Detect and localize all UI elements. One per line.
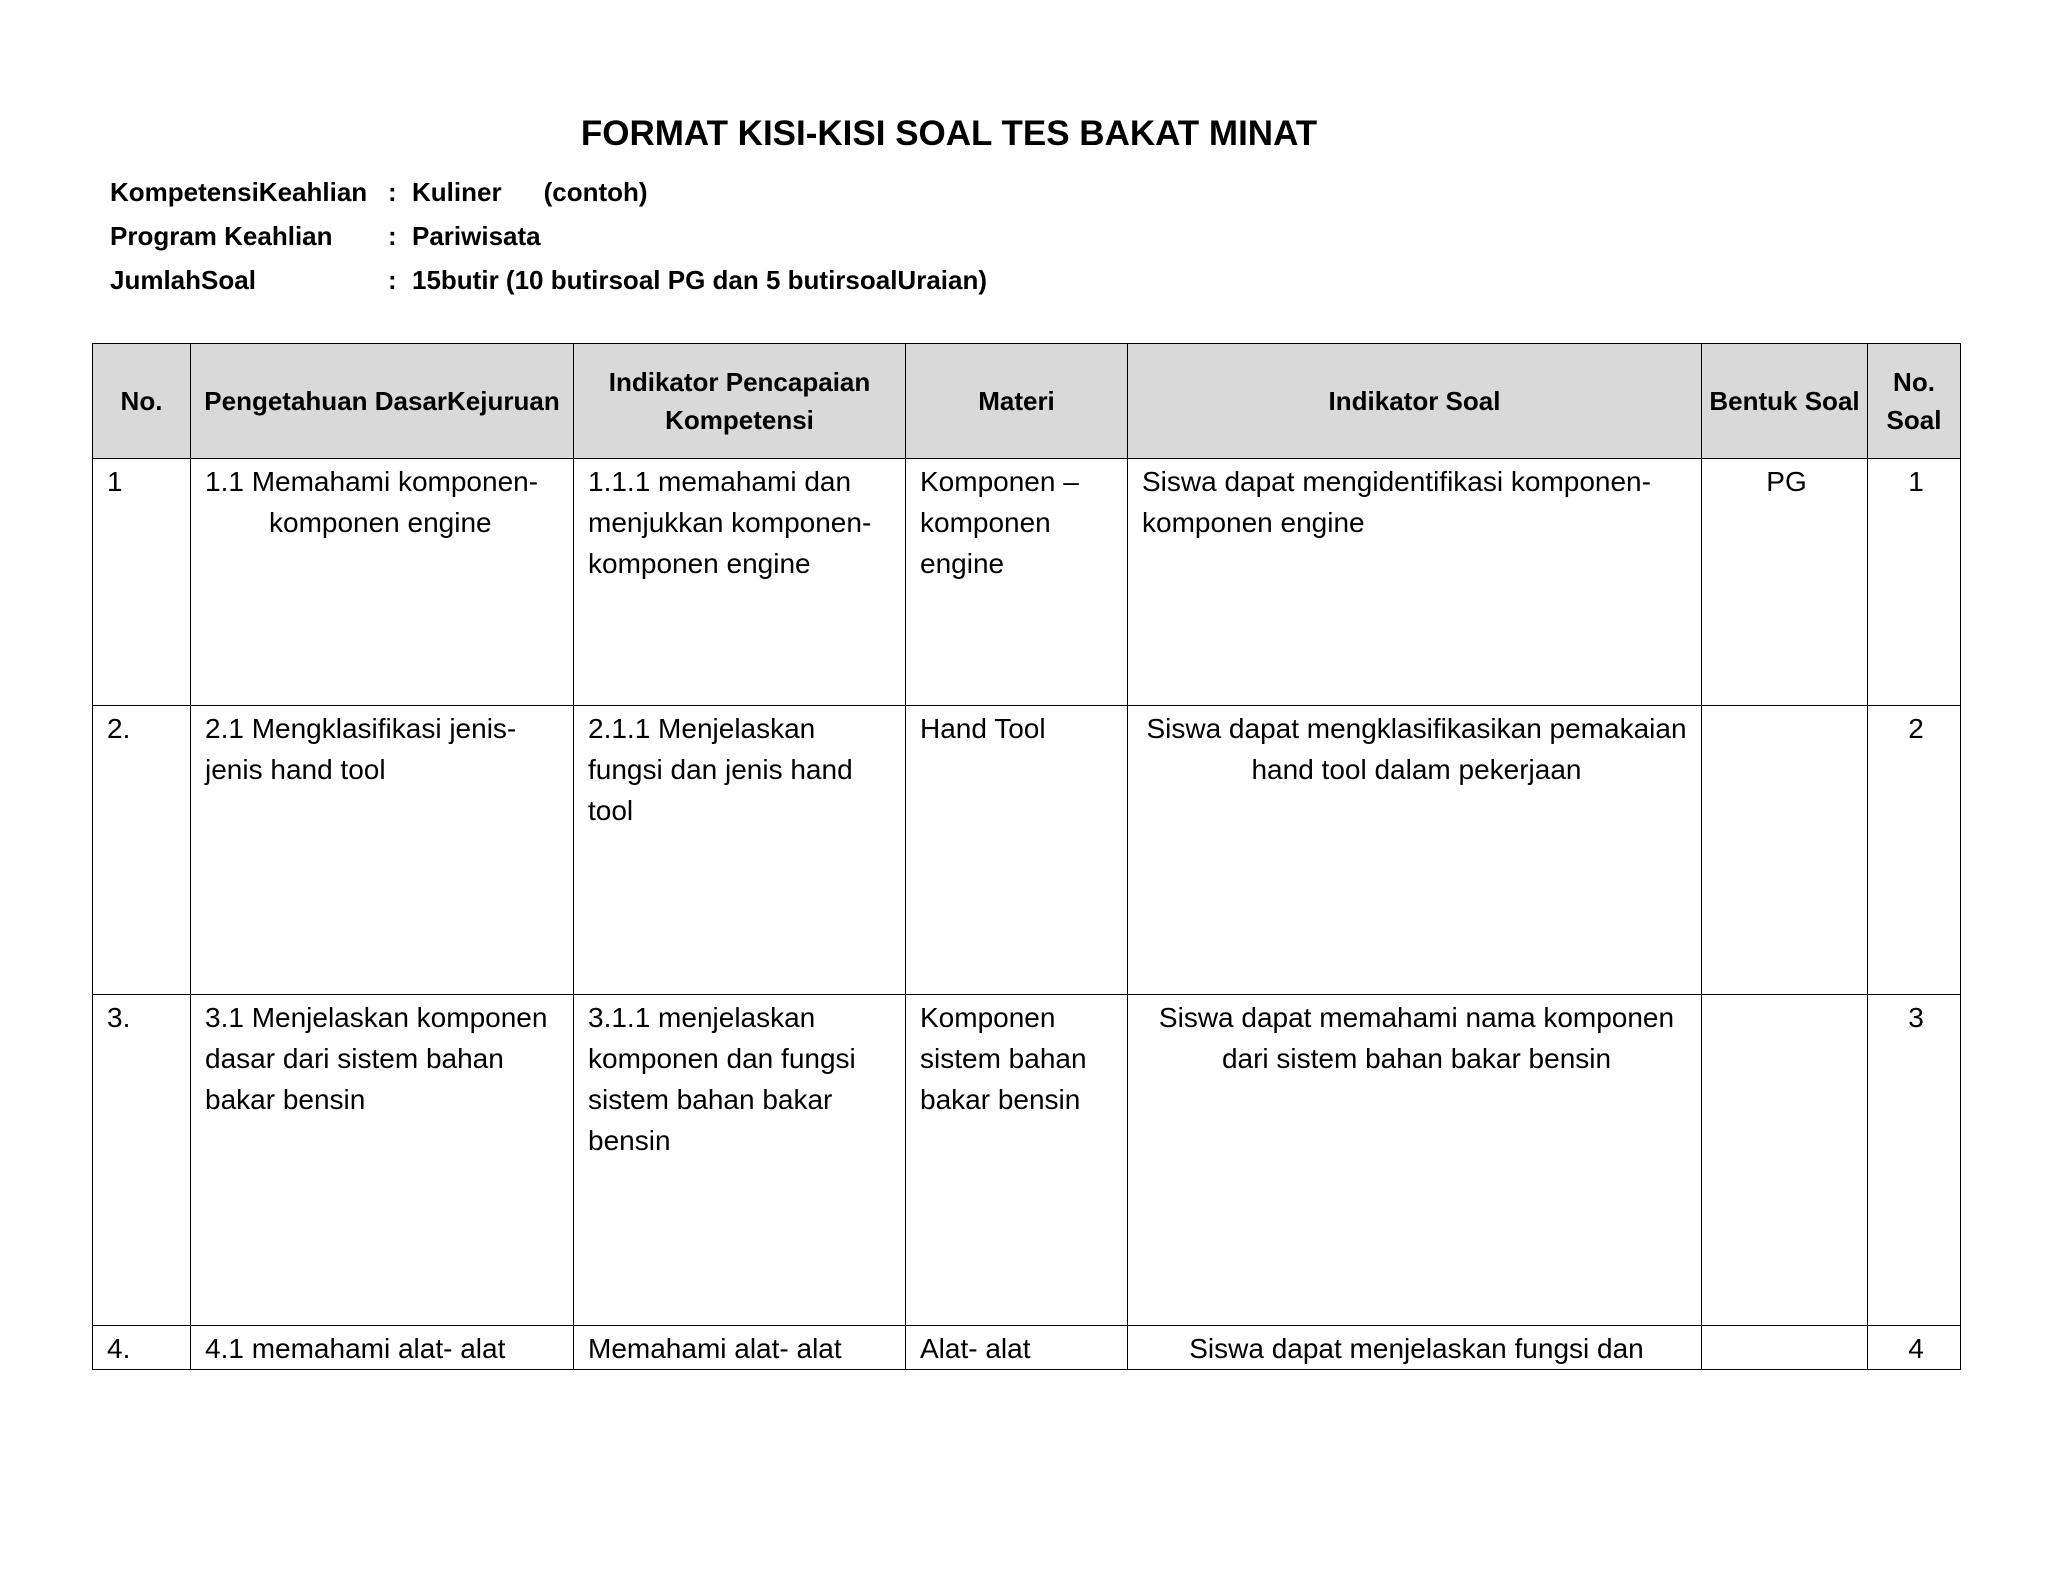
- meta-extra: (contoh): [543, 177, 648, 207]
- cell-pengetahuan: 4.1 memahami alat- alat: [191, 1326, 574, 1370]
- meta-label: KompetensiKeahlian: [110, 177, 368, 207]
- meta-value: 15butir (10 butirsoal PG dan 5 butirsoalUraian): [412, 265, 988, 295]
- meta-colon: :: [388, 265, 397, 295]
- cell-bentuk-soal: PG: [1702, 459, 1868, 706]
- cell-no: 1: [93, 459, 191, 706]
- meta-label: JumlahSoal: [110, 265, 256, 295]
- cell-pengetahuan: 2.1 Mengklasifikasi jenis-jenis hand tool: [191, 706, 574, 995]
- cell-indikator-soal: Siswa dapat mengklasifikasikan pemakaian hand tool dalam pekerjaan: [1128, 706, 1702, 995]
- cell-no: 4.: [93, 1326, 191, 1370]
- cell-materi: Komponen sistem bahan bakar bensin: [906, 995, 1128, 1326]
- cell-no: 3.: [93, 995, 191, 1326]
- cell-indikator-soal: Siswa dapat memahami nama komponen dari sistem bahan bakar bensin: [1128, 995, 1702, 1326]
- header-indikator-pencapaian: Indikator Pencapaian Kompetensi: [574, 344, 906, 459]
- document-title: FORMAT KISI-KISI SOAL TES BAKAT MINAT: [580, 114, 1318, 153]
- meta-program-keahlian: [110, 214, 987, 258]
- cell-indikator-pencapaian: 3.1.1 menjelaskan komponen dan fungsi sistem bahan bakar bensin: [574, 995, 906, 1326]
- cell-indikator-soal: Siswa dapat menjelaskan fungsi dan: [1128, 1326, 1702, 1370]
- meta-label: Program Keahlian: [110, 221, 333, 251]
- cell-bentuk-soal: [1702, 1326, 1868, 1370]
- cell-materi: Alat- alat: [906, 1326, 1128, 1370]
- cell-bentuk-soal: [1702, 706, 1868, 995]
- document-meta: [110, 170, 987, 302]
- cell-no-soal: 3: [1868, 995, 1961, 1326]
- meta-value: Pariwisata: [412, 221, 541, 251]
- cell-indikator-pencapaian: Memahami alat- alat: [574, 1326, 906, 1370]
- table-row: [93, 995, 1961, 1326]
- cell-materi: Komponen – komponen engine: [906, 459, 1128, 706]
- cell-no: 2.: [93, 706, 191, 995]
- header-bentuk-soal: Bentuk Soal: [1702, 344, 1868, 459]
- header-no: No.: [93, 344, 191, 459]
- cell-indikator-soal: Siswa dapat mengidentifikasi komponen- komponen engine: [1128, 459, 1702, 706]
- header-pengetahuan: Pengetahuan DasarKejuruan: [191, 344, 574, 459]
- header-materi: Materi: [906, 344, 1128, 459]
- table-header-row: [93, 344, 1961, 459]
- cell-no-soal: 4: [1868, 1326, 1961, 1370]
- cell-indikator-pencapaian: 1.1.1 memahami dan menjukkan komponen- komponen engine: [574, 459, 906, 706]
- kisi-kisi-table: [92, 343, 1961, 1370]
- cell-bentuk-soal: [1702, 995, 1868, 1326]
- cell-indikator-pencapaian: 2.1.1 Menjelaskan fungsi dan jenis hand tool: [574, 706, 906, 995]
- cell-pengetahuan: 3.1 Menjelaskan komponen dasar dari sistem bahan bakar bensin: [191, 995, 574, 1326]
- meta-jumlah-soal: [110, 258, 987, 302]
- header-no-soal: No. Soal: [1868, 344, 1961, 459]
- table-row: [93, 706, 1961, 995]
- meta-colon: :: [388, 177, 397, 207]
- cell-materi: Hand Tool: [906, 706, 1128, 995]
- table-row: [93, 1326, 1961, 1370]
- cell-pengetahuan: [191, 459, 574, 706]
- header-indikator-soal: Indikator Soal: [1128, 344, 1702, 459]
- cell-pengetahuan-text: 1.1 Memahami komponen- komponen engine: [205, 466, 539, 538]
- meta-value: Kuliner: [412, 177, 502, 207]
- cell-no-soal: 1: [1868, 459, 1961, 706]
- table-row: [93, 459, 1961, 706]
- meta-kompetensi-keahlian: [110, 170, 987, 214]
- meta-colon: :: [388, 221, 397, 251]
- cell-no-soal: 2: [1868, 706, 1961, 995]
